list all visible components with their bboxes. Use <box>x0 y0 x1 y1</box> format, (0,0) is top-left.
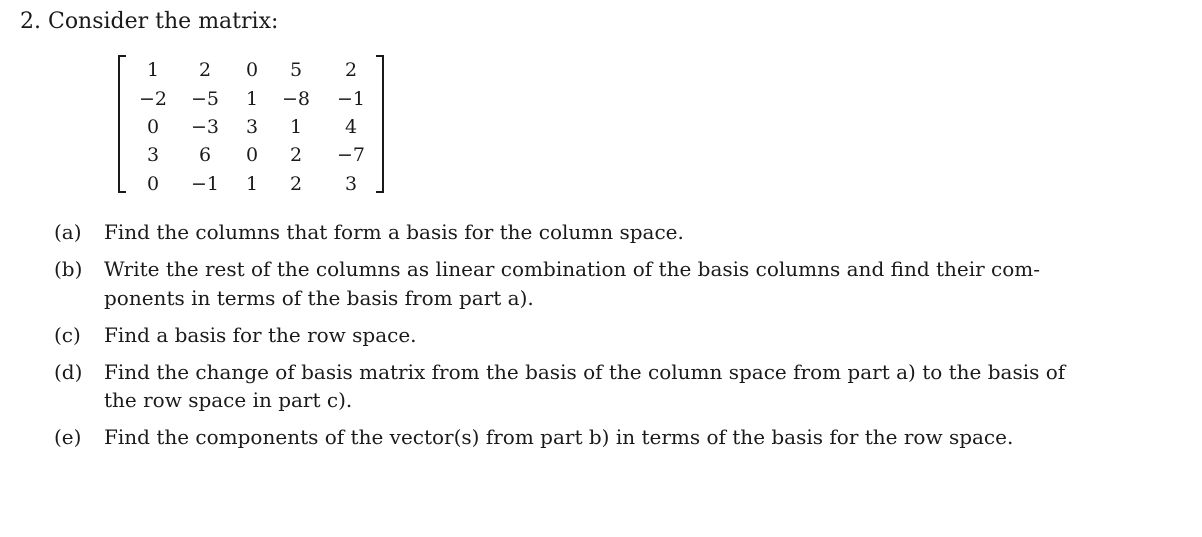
matrix-entry: −1 <box>190 172 219 195</box>
part-marker: (a) <box>54 220 82 244</box>
question-part <box>54 321 1094 350</box>
matrix-entry: 6 <box>198 144 212 167</box>
matrix-entry: 2 <box>344 59 358 82</box>
matrix-entry: 0 <box>146 172 160 195</box>
matrix-row <box>132 113 378 141</box>
matrix-entry: 0 <box>146 115 160 138</box>
part-marker: (d) <box>54 359 83 384</box>
part-marker: (b) <box>54 257 83 281</box>
matrix-entry: 1 <box>146 59 160 82</box>
matrix-entry: 2 <box>289 144 303 167</box>
part-text: Find the columns that form a basis for the column space. <box>104 220 684 244</box>
matrix-entry: 4 <box>344 115 358 138</box>
matrix-entry: −7 <box>336 144 365 167</box>
matrix-left-bracket <box>118 55 126 193</box>
matrix-entry: −2 <box>138 87 167 110</box>
matrix-entry: 3 <box>146 144 160 167</box>
matrix-entry: 0 <box>245 144 259 167</box>
matrix-entry: 1 <box>245 172 259 195</box>
matrix-entry: 2 <box>289 172 303 195</box>
matrix-entry: 2 <box>198 59 212 82</box>
matrix-entry: −8 <box>281 87 310 110</box>
part-text: Write the rest of the columns as linear combination of the basis columns and find their components in terms of the basis from part a). <box>104 257 1041 310</box>
matrix <box>118 55 384 195</box>
matrix-entry: −5 <box>190 87 219 110</box>
part-marker: (e) <box>54 425 82 449</box>
matrix-entry: −1 <box>336 87 365 110</box>
part-text: Find a basis for the row space. <box>104 322 417 347</box>
question-part <box>54 255 1094 312</box>
matrix-entry: 1 <box>289 115 303 138</box>
question-part <box>54 423 1094 452</box>
matrix-row <box>132 56 378 84</box>
matrix-entry: −3 <box>190 115 219 138</box>
question-part <box>54 358 1094 415</box>
matrix-row <box>132 170 378 198</box>
matrix-entry: 3 <box>344 172 358 195</box>
matrix-row <box>132 141 378 169</box>
question-part <box>54 218 1094 247</box>
part-text: Find the change of basis matrix from the basis of the column space from part a) to the basis of the row space in part c). <box>104 359 1066 412</box>
question-parts <box>54 218 1094 460</box>
matrix-entry: 3 <box>245 115 259 138</box>
matrix-row <box>132 84 378 112</box>
part-marker: (c) <box>54 322 81 347</box>
problem-heading: 2. Consider the matrix: <box>20 9 279 34</box>
matrix-grid <box>132 56 378 198</box>
matrix-entry: 5 <box>289 59 303 82</box>
matrix-entry: 1 <box>245 87 259 110</box>
matrix-entry: 0 <box>245 59 259 82</box>
part-text: Find the components of the vector(s) from part b) in terms of the basis for the row space. <box>104 425 1014 449</box>
matrix-right-bracket <box>376 55 384 193</box>
